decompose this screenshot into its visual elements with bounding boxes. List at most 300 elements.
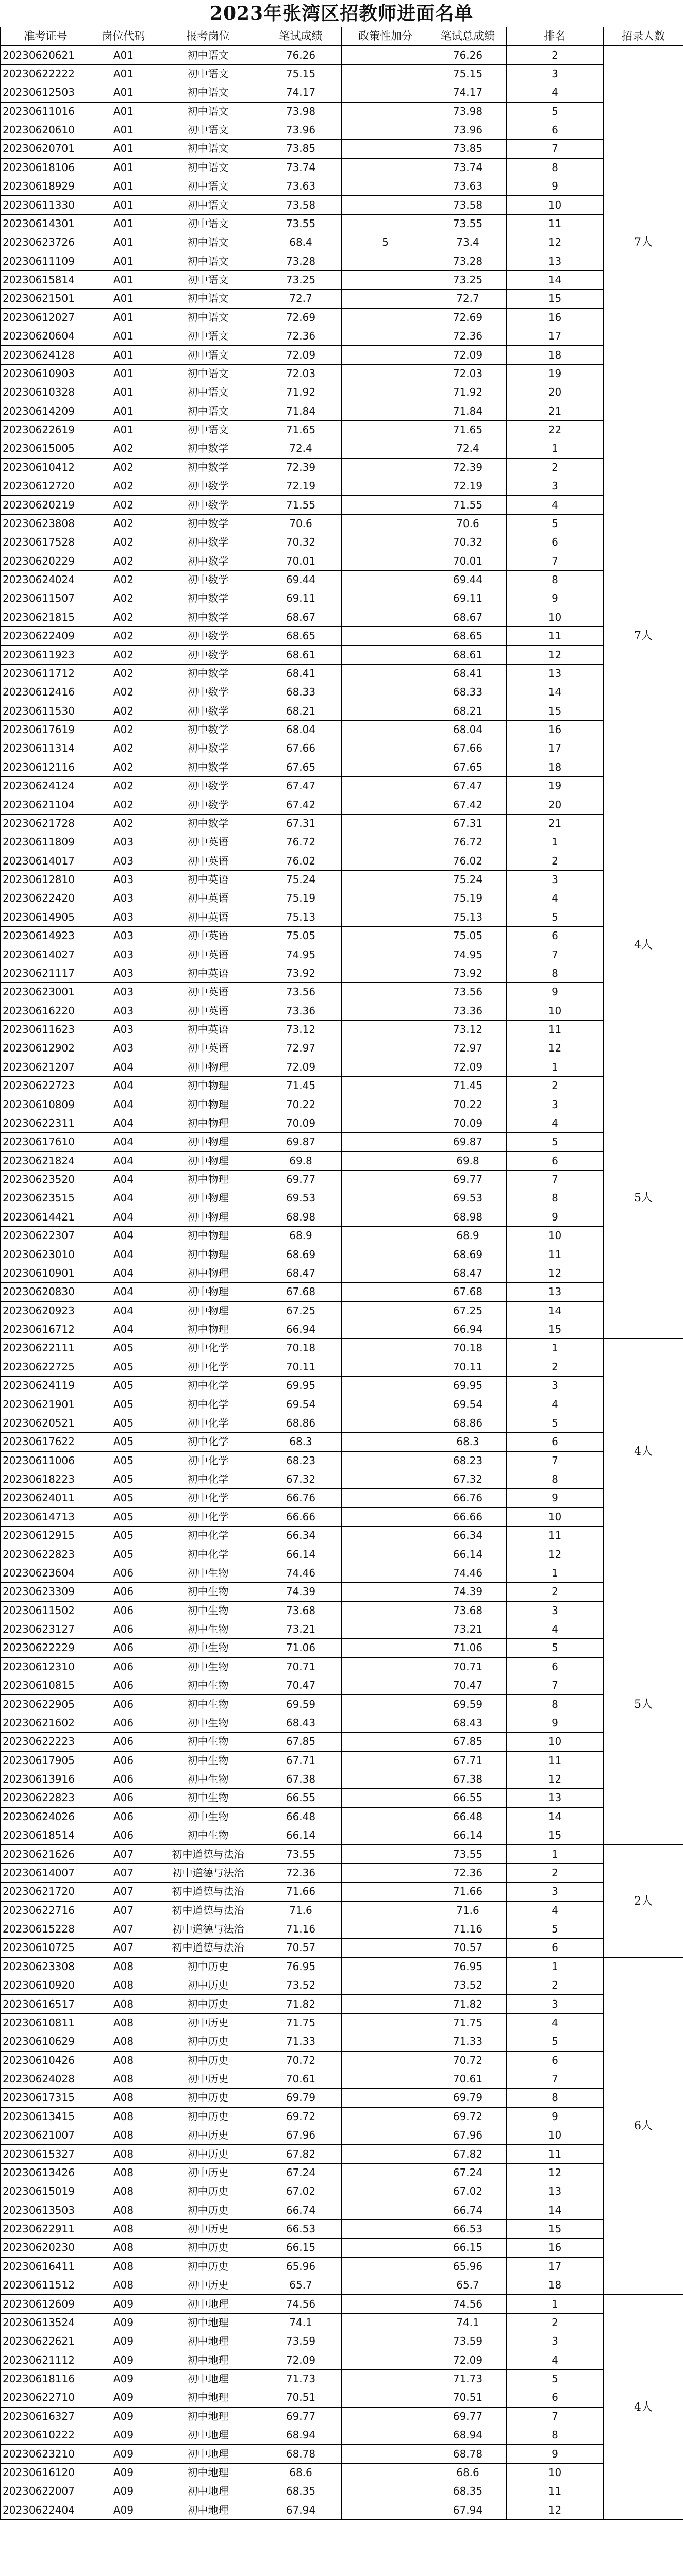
table-row: [1, 1751, 683, 1770]
exam-id-cell: 20230610629: [1, 2032, 91, 2051]
written-score-cell: 69.59: [260, 1695, 342, 1714]
rank-cell: 14: [507, 683, 604, 702]
total-score-cell: 74.17: [429, 83, 507, 102]
post-code-cell: A04: [91, 1133, 156, 1151]
post-code-cell: A06: [91, 1733, 156, 1751]
table-row: [1, 1039, 683, 1058]
total-score-cell: 67.31: [429, 814, 507, 833]
bonus-cell: [342, 2463, 429, 2482]
written-score-cell: 68.21: [260, 702, 342, 720]
total-score-cell: 73.98: [429, 102, 507, 121]
post-code-cell: A06: [91, 1564, 156, 1582]
post-cell: 初中数学: [156, 514, 260, 533]
total-score-cell: 69.95: [429, 1377, 507, 1395]
post-cell: 初中数学: [156, 608, 260, 626]
exam-id-cell: 20230614017: [1, 852, 91, 870]
table-row: [1, 2463, 683, 2482]
post-cell: 初中化学: [156, 1451, 260, 1470]
table-row: [1, 121, 683, 139]
written-score-cell: 73.74: [260, 158, 342, 177]
exam-id-cell: 20230611923: [1, 646, 91, 664]
bonus-cell: [342, 2070, 429, 2088]
bonus-cell: [342, 1901, 429, 1920]
exam-id-cell: 20230623001: [1, 983, 91, 1002]
total-score-cell: 73.59: [429, 2332, 507, 2351]
exam-id-cell: 20230622823: [1, 1789, 91, 1807]
exam-id-cell: 20230622716: [1, 1901, 91, 1920]
rank-cell: 11: [507, 2145, 604, 2163]
total-score-cell: 67.42: [429, 795, 507, 814]
post-code-cell: A03: [91, 1020, 156, 1039]
post-cell: 初中数学: [156, 683, 260, 702]
table-row: [1, 2482, 683, 2501]
table-row: [1, 2032, 683, 2051]
table-row: [1, 140, 683, 158]
post-cell: 初中生物: [156, 1807, 260, 1826]
post-cell: 初中物理: [156, 1077, 260, 1095]
exam-id-cell: 20230620610: [1, 121, 91, 139]
post-code-cell: A05: [91, 1433, 156, 1451]
written-score-cell: 67.94: [260, 2501, 342, 2519]
exam-id-cell: 20230620230: [1, 2239, 91, 2257]
post-cell: 初中数学: [156, 439, 260, 458]
post-cell: 初中数学: [156, 589, 260, 608]
total-score-cell: 66.14: [429, 1545, 507, 1564]
total-score-cell: 72.09: [429, 2351, 507, 2369]
quota-cell: 4人: [604, 2295, 683, 2520]
post-code-cell: A05: [91, 1377, 156, 1395]
post-code-cell: A01: [91, 64, 156, 83]
post-code-cell: A05: [91, 1545, 156, 1564]
post-cell: 初中生物: [156, 1733, 260, 1751]
exam-id-cell: 20230614007: [1, 1863, 91, 1882]
written-score-cell: 71.92: [260, 383, 342, 402]
table-row: [1, 1826, 683, 1845]
table-row: [1, 964, 683, 982]
post-code-cell: A06: [91, 1789, 156, 1807]
rank-cell: 16: [507, 720, 604, 739]
table-row: [1, 702, 683, 720]
table-row: [1, 514, 683, 533]
total-score-cell: 70.6: [429, 514, 507, 533]
post-code-cell: A09: [91, 2369, 156, 2388]
header-post: 报考岗位: [156, 27, 260, 46]
bonus-cell: [342, 702, 429, 720]
post-cell: 初中英语: [156, 1039, 260, 1058]
table-row: [1, 458, 683, 477]
total-score-cell: 68.43: [429, 1714, 507, 1732]
exam-id-cell: 20230623808: [1, 514, 91, 533]
exam-id-cell: 20230610809: [1, 1095, 91, 1114]
header-rank: 排名: [507, 27, 604, 46]
table-row: [1, 1957, 683, 1976]
table-row: [1, 420, 683, 439]
table-row: [1, 1227, 683, 1245]
rank-cell: 1: [507, 1339, 604, 1358]
written-score-cell: 73.85: [260, 140, 342, 158]
table-row: [1, 1564, 683, 1582]
table-row: [1, 158, 683, 177]
post-code-cell: A08: [91, 2051, 156, 2070]
table-row: [1, 1020, 683, 1039]
post-cell: 初中语文: [156, 252, 260, 270]
rank-cell: 2: [507, 458, 604, 477]
rank-cell: 5: [507, 514, 604, 533]
post-cell: 初中数学: [156, 646, 260, 664]
candidate-table: [0, 27, 683, 2520]
written-score-cell: 72.03: [260, 364, 342, 383]
exam-id-cell: 20230612810: [1, 870, 91, 889]
bonus-cell: [342, 1227, 429, 1245]
bonus-cell: [342, 458, 429, 477]
post-cell: 初中语文: [156, 140, 260, 158]
total-score-cell: 68.61: [429, 646, 507, 664]
post-cell: 初中语文: [156, 346, 260, 364]
total-score-cell: 73.55: [429, 1845, 507, 1863]
total-score-cell: 75.05: [429, 927, 507, 945]
rank-cell: 13: [507, 252, 604, 270]
bonus-cell: [342, 158, 429, 177]
written-score-cell: 68.86: [260, 1414, 342, 1432]
rank-cell: 8: [507, 570, 604, 589]
total-score-cell: 66.53: [429, 2219, 507, 2238]
exam-id-cell: 20230624128: [1, 346, 91, 364]
written-score-cell: 66.15: [260, 2239, 342, 2257]
exam-id-cell: 20230620521: [1, 1414, 91, 1432]
post-code-cell: A02: [91, 439, 156, 458]
post-cell: 初中历史: [156, 2163, 260, 2182]
table-row: [1, 233, 683, 252]
post-code-cell: A09: [91, 2463, 156, 2482]
post-code-cell: A03: [91, 833, 156, 852]
bonus-cell: [342, 1751, 429, 1770]
total-score-cell: 66.15: [429, 2239, 507, 2257]
exam-id-cell: 20230621112: [1, 2351, 91, 2369]
table-row: [1, 927, 683, 945]
total-score-cell: 70.57: [429, 1939, 507, 1957]
exam-id-cell: 20230612503: [1, 83, 91, 102]
rank-cell: 12: [507, 1039, 604, 1058]
exam-id-cell: 20230622619: [1, 420, 91, 439]
post-code-cell: A09: [91, 2482, 156, 2501]
total-score-cell: 74.1: [429, 2313, 507, 2332]
written-score-cell: 76.72: [260, 833, 342, 852]
total-score-cell: 70.01: [429, 552, 507, 570]
total-score-cell: 69.77: [429, 1170, 507, 1189]
post-code-cell: A01: [91, 402, 156, 420]
rank-cell: 3: [507, 870, 604, 889]
exam-id-cell: 20230623604: [1, 1564, 91, 1582]
bonus-cell: [342, 1151, 429, 1170]
table-row: [1, 1976, 683, 1995]
post-code-cell: A02: [91, 814, 156, 833]
post-cell: 初中道德与法治: [156, 1920, 260, 1938]
post-code-cell: A01: [91, 233, 156, 252]
rank-cell: 1: [507, 1845, 604, 1863]
table-row: [1, 383, 683, 402]
bonus-cell: [342, 1676, 429, 1695]
exam-id-cell: 20230622229: [1, 1639, 91, 1657]
total-score-cell: 73.68: [429, 1601, 507, 1620]
bonus-cell: [342, 102, 429, 121]
table-row: [1, 1470, 683, 1488]
bonus-cell: [342, 1807, 429, 1826]
table-row: [1, 1170, 683, 1189]
post-code-cell: A06: [91, 1695, 156, 1714]
exam-id-cell: 20230611314: [1, 739, 91, 758]
post-code-cell: A05: [91, 1358, 156, 1376]
post-code-cell: A02: [91, 646, 156, 664]
total-score-cell: 71.16: [429, 1920, 507, 1938]
written-score-cell: 75.13: [260, 908, 342, 926]
bonus-cell: [342, 121, 429, 139]
bonus-cell: [342, 1451, 429, 1470]
total-score-cell: 68.6: [429, 2463, 507, 2482]
total-score-cell: 72.36: [429, 1863, 507, 1882]
total-score-cell: 68.04: [429, 720, 507, 739]
post-cell: 初中历史: [156, 2257, 260, 2276]
post-cell: 初中语文: [156, 121, 260, 139]
exam-id-cell: 20230612720: [1, 477, 91, 496]
bonus-cell: [342, 2482, 429, 2501]
bonus-cell: [342, 1995, 429, 2013]
bonus-cell: [342, 2295, 429, 2313]
written-score-cell: 68.3: [260, 1433, 342, 1451]
written-score-cell: 67.24: [260, 2163, 342, 2182]
table-row: [1, 2332, 683, 2351]
post-cell: 初中语文: [156, 83, 260, 102]
rank-cell: 11: [507, 214, 604, 233]
exam-id-cell: 20230618106: [1, 158, 91, 177]
post-code-cell: A04: [91, 1227, 156, 1245]
total-score-cell: 70.32: [429, 533, 507, 552]
post-code-cell: A03: [91, 852, 156, 870]
bonus-cell: [342, 1002, 429, 1020]
bonus-cell: [342, 1826, 429, 1845]
exam-id-cell: 20230610412: [1, 458, 91, 477]
post-code-cell: A02: [91, 702, 156, 720]
post-code-cell: A01: [91, 196, 156, 214]
written-score-cell: 75.24: [260, 870, 342, 889]
total-score-cell: 68.65: [429, 627, 507, 646]
written-score-cell: 74.95: [260, 945, 342, 964]
rank-cell: 4: [507, 1395, 604, 1414]
table-row: [1, 83, 683, 102]
header-post-code: 岗位代码: [91, 27, 156, 46]
table-row: [1, 1451, 683, 1470]
bonus-cell: [342, 1789, 429, 1807]
post-code-cell: A06: [91, 1826, 156, 1845]
total-score-cell: 75.19: [429, 889, 507, 908]
table-row: [1, 2257, 683, 2276]
total-score-cell: 73.12: [429, 1020, 507, 1039]
rank-cell: 6: [507, 533, 604, 552]
table-row: [1, 2388, 683, 2407]
exam-id-cell: 20230623726: [1, 233, 91, 252]
written-score-cell: 66.34: [260, 1527, 342, 1545]
exam-id-cell: 20230621728: [1, 814, 91, 833]
post-cell: 初中数学: [156, 702, 260, 720]
total-score-cell: 68.94: [429, 2426, 507, 2445]
post-code-cell: A09: [91, 2332, 156, 2351]
table-row: [1, 1527, 683, 1545]
post-cell: 初中生物: [156, 1620, 260, 1638]
written-score-cell: 69.8: [260, 1151, 342, 1170]
rank-cell: 16: [507, 2239, 604, 2257]
total-score-cell: 67.02: [429, 2182, 507, 2201]
bonus-cell: [342, 1320, 429, 1338]
post-cell: 初中英语: [156, 852, 260, 870]
post-code-cell: A07: [91, 1939, 156, 1957]
bonus-cell: [342, 1358, 429, 1376]
total-score-cell: 69.44: [429, 570, 507, 589]
bonus-cell: [342, 64, 429, 83]
written-score-cell: 75.15: [260, 64, 342, 83]
table-row: [1, 627, 683, 646]
exam-id-cell: 20230613916: [1, 1770, 91, 1788]
post-cell: 初中历史: [156, 2107, 260, 2126]
total-score-cell: 69.72: [429, 2107, 507, 2126]
exam-id-cell: 20230611512: [1, 2276, 91, 2295]
table-row: [1, 2219, 683, 2238]
table-row: [1, 1151, 683, 1170]
table-row: [1, 1377, 683, 1395]
bonus-cell: [342, 1133, 429, 1151]
total-score-cell: 68.35: [429, 2482, 507, 2501]
written-score-cell: 73.55: [260, 214, 342, 233]
exam-id-cell: 20230613415: [1, 2107, 91, 2126]
rank-cell: 5: [507, 1920, 604, 1938]
total-score-cell: 69.11: [429, 589, 507, 608]
written-score-cell: 71.73: [260, 2369, 342, 2388]
written-score-cell: 74.56: [260, 2295, 342, 2313]
total-score-cell: 69.54: [429, 1395, 507, 1414]
exam-id-cell: 20230615005: [1, 439, 91, 458]
rank-cell: 7: [507, 1676, 604, 1695]
post-cell: 初中地理: [156, 2332, 260, 2351]
written-score-cell: 68.61: [260, 646, 342, 664]
written-score-cell: 66.74: [260, 2201, 342, 2219]
post-cell: 初中地理: [156, 2463, 260, 2482]
post-code-cell: A06: [91, 1751, 156, 1770]
post-cell: 初中地理: [156, 2388, 260, 2407]
written-score-cell: 73.28: [260, 252, 342, 270]
written-score-cell: 68.23: [260, 1451, 342, 1470]
written-score-cell: 66.94: [260, 1320, 342, 1338]
exam-id-cell: 20230618116: [1, 2369, 91, 2388]
post-cell: 初中物理: [156, 1095, 260, 1114]
written-score-cell: 73.68: [260, 1601, 342, 1620]
exam-id-cell: 20230622905: [1, 1695, 91, 1714]
written-score-cell: 72.97: [260, 1039, 342, 1058]
total-score-cell: 71.06: [429, 1639, 507, 1657]
written-score-cell: 66.76: [260, 1489, 342, 1507]
total-score-cell: 71.6: [429, 1901, 507, 1920]
exam-id-cell: 20230624011: [1, 1489, 91, 1507]
post-cell: 初中地理: [156, 2313, 260, 2332]
total-score-cell: 71.65: [429, 420, 507, 439]
exam-id-cell: 20230623309: [1, 1583, 91, 1601]
written-score-cell: 71.65: [260, 420, 342, 439]
post-cell: 初中数学: [156, 795, 260, 814]
total-score-cell: 73.56: [429, 983, 507, 1002]
rank-cell: 9: [507, 1208, 604, 1226]
table-row: [1, 2051, 683, 2070]
exam-id-cell: 20230612310: [1, 1657, 91, 1676]
table-row: [1, 290, 683, 308]
exam-id-cell: 20230612915: [1, 1527, 91, 1545]
written-score-cell: 75.19: [260, 889, 342, 908]
total-score-cell: 72.39: [429, 458, 507, 477]
total-score-cell: 75.13: [429, 908, 507, 926]
bonus-cell: [342, 1058, 429, 1076]
total-score-cell: 69.53: [429, 1189, 507, 1208]
exam-id-cell: 20230614421: [1, 1208, 91, 1226]
post-code-cell: A06: [91, 1601, 156, 1620]
post-code-cell: A07: [91, 1863, 156, 1882]
total-score-cell: 66.48: [429, 1807, 507, 1826]
post-cell: 初中历史: [156, 2126, 260, 2145]
exam-id-cell: 20230611109: [1, 252, 91, 270]
post-code-cell: A08: [91, 2013, 156, 2032]
table-row: [1, 346, 683, 364]
written-score-cell: 67.71: [260, 1751, 342, 1770]
rank-cell: 1: [507, 439, 604, 458]
post-cell: 初中语文: [156, 233, 260, 252]
post-cell: 初中道德与法治: [156, 1845, 260, 1863]
exam-id-cell: 20230621207: [1, 1058, 91, 1076]
written-score-cell: 71.16: [260, 1920, 342, 1938]
written-score-cell: 73.59: [260, 2332, 342, 2351]
bonus-cell: [342, 2388, 429, 2407]
table-row: [1, 1264, 683, 1282]
post-code-cell: A08: [91, 2145, 156, 2163]
total-score-cell: 68.21: [429, 702, 507, 720]
post-cell: 初中语文: [156, 270, 260, 289]
table-row: [1, 1863, 683, 1882]
post-code-cell: A02: [91, 739, 156, 758]
rank-cell: 3: [507, 1377, 604, 1395]
rank-cell: 7: [507, 140, 604, 158]
post-cell: 初中数学: [156, 739, 260, 758]
rank-cell: 8: [507, 1470, 604, 1488]
bonus-cell: [342, 1489, 429, 1507]
post-cell: 初中地理: [156, 2426, 260, 2445]
post-cell: 初中语文: [156, 158, 260, 177]
written-score-cell: 72.09: [260, 346, 342, 364]
exam-id-cell: 20230622404: [1, 2501, 91, 2519]
post-cell: 初中物理: [156, 1208, 260, 1226]
table-row: [1, 1657, 683, 1676]
exam-id-cell: 20230610725: [1, 1939, 91, 1957]
exam-id-cell: 20230615327: [1, 2145, 91, 2163]
bonus-cell: [342, 1695, 429, 1714]
bonus-cell: [342, 270, 429, 289]
written-score-cell: 69.87: [260, 1133, 342, 1151]
exam-id-cell: 20230610901: [1, 1264, 91, 1282]
post-code-cell: A06: [91, 1770, 156, 1788]
table-row: [1, 2426, 683, 2445]
post-code-cell: A01: [91, 121, 156, 139]
post-code-cell: A01: [91, 158, 156, 177]
table-row: [1, 2239, 683, 2257]
post-cell: 初中地理: [156, 2501, 260, 2519]
post-code-cell: A04: [91, 1114, 156, 1132]
total-score-cell: 74.56: [429, 2295, 507, 2313]
bonus-cell: [342, 1189, 429, 1208]
post-cell: 初中语文: [156, 102, 260, 121]
exam-id-cell: 20230620219: [1, 496, 91, 514]
